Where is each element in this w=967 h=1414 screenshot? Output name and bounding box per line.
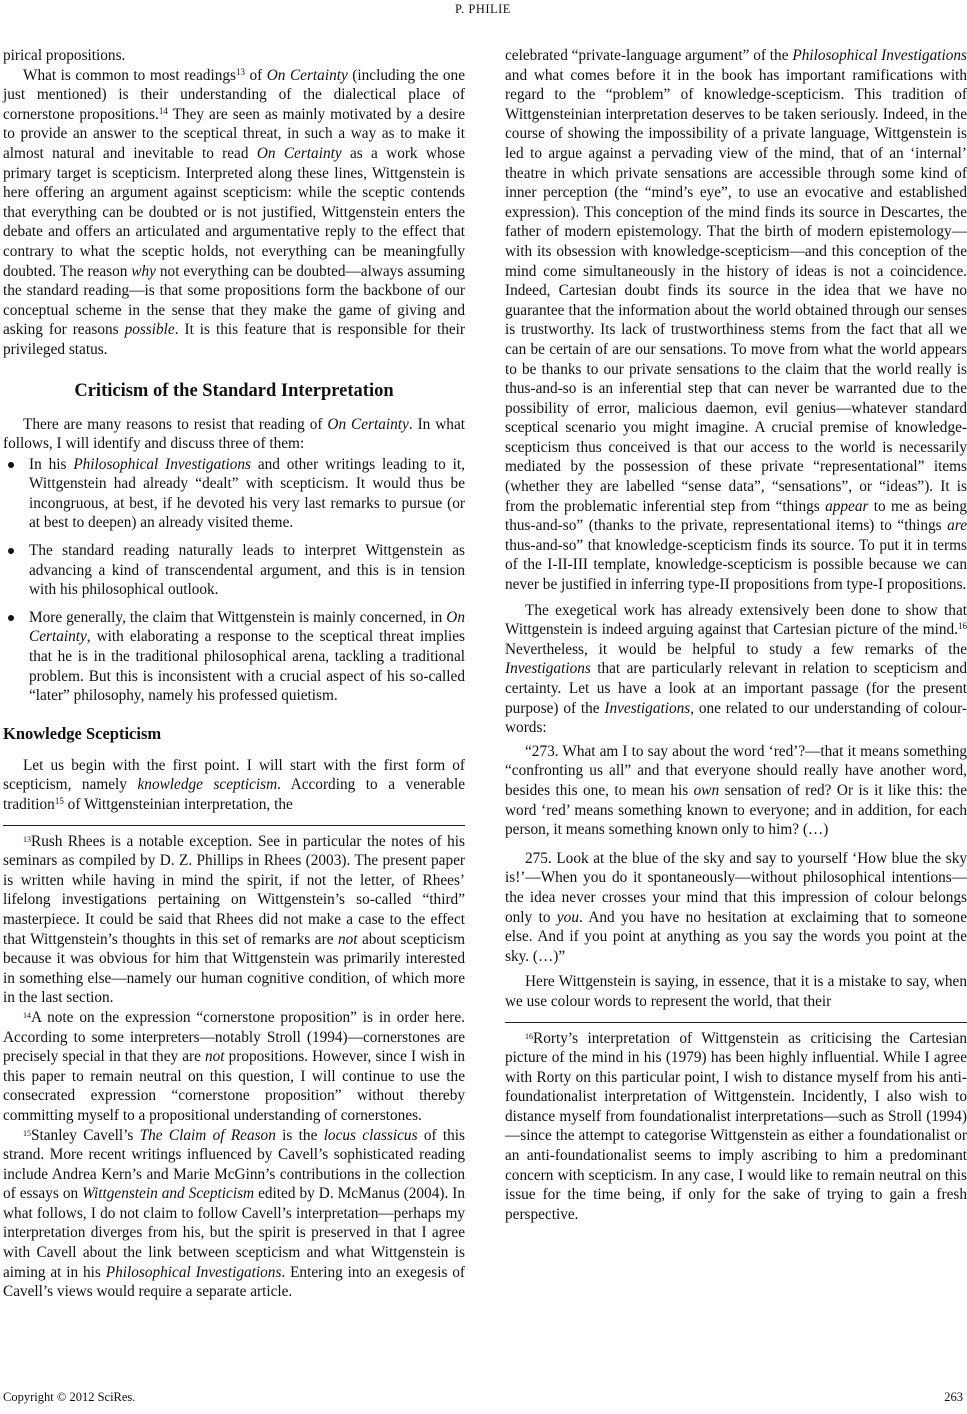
text-span: celebrated “private-language argument” of the <box>505 47 793 64</box>
text-span: Let us begin with the first point. I will start with the first form of scepticism, namely <box>3 756 465 794</box>
text-span: . In what follows, I will identify and discuss three of them: <box>3 415 465 453</box>
emphasis: you <box>556 908 579 926</box>
text-span: of this strand. More recent writings influenced by Cavell’s sophisticated reading include Andrea Kern’s and Marie McGinn’s contributions in the collection of essays on <box>3 1126 465 1203</box>
text-span: Rorty’s interpretation of Wittgenstein as criticising the Cartesian picture of the mind in his (1979) has been highly influential. While I agree with Rorty on this particular point, I wish to distance myself from his anti-foundationalist interpretation of Wittgenstein. Incidently, I also wish to distance myself from foundationalist interpretations—such as Stroll (1994)—since the attempt to categorise Wittgenstein as either a foundationalist or an anti-foundationalist seems to imply ascribing to him a predominant concern with scepticism. In any case, I would like to remain neutral on this issue for the time being, if only for the sake of trying to gain a fresh perspective. <box>505 1029 967 1223</box>
text-span: about scepticism because it was obvious for him that Wittgenstein was primarily interested in something else—namely our human cognitive condition, of which more in the last section. <box>3 930 465 1007</box>
text-span: (including the one just mentioned) is their understanding of the dialectical place of cornerstone propositions. <box>3 66 465 123</box>
text-span: . And you have no hesitation at exclaiming that to someone else. And if you point at anything as you say the words you point at the sky. (…)” <box>505 908 967 965</box>
footnote-ref: 16 <box>958 621 967 632</box>
text-span: The standard reading naturally leads to interpret Wittgenstein as advancing a kind of transcendental argument, and this is in tension with his philosophical outlook. <box>29 542 465 599</box>
paragraph <box>505 972 967 1011</box>
footnote <box>505 1029 967 1225</box>
book-title: The Claim of Reason <box>139 1126 276 1144</box>
text-span: thus-and-so” that knowledge-scepticism finds its source. To put it in terms of the I-II-III template, knowledge-scepticism is possible because we can never be justified in inferring type-II propositions from type-I propositions. <box>505 536 967 594</box>
footnote-ref: 13 <box>235 66 245 77</box>
book-title: Wittgenstein and Scepticism <box>82 1185 255 1203</box>
text-span: They are seen as mainly motivated by a desire to provide an answer to the sceptical threat, in such a way as to make it almost natural and inevitable to read <box>3 105 465 162</box>
footnote-ref: 15 <box>54 796 64 806</box>
text-span: and other writings leading to it, Wittgenstein had already “dealt” with scepticism. It would thus be incongruous, at best, if he devoted his very last remarks to pursue (or at best to deepen) an already visited theme. <box>29 455 465 532</box>
text-span: pirical propositions. <box>3 47 126 64</box>
footnote-number: 16 <box>525 1031 533 1041</box>
list-item <box>3 455 465 533</box>
bullet-icon <box>8 615 14 621</box>
book-title: Philosophical Investigations <box>73 455 251 473</box>
book-title: On Certainty <box>266 66 348 84</box>
emphasis: are <box>947 517 967 535</box>
text-span: , one related to our understanding of colour-words: <box>505 699 967 737</box>
emphasis: own <box>693 781 720 799</box>
footnote <box>3 1126 465 1302</box>
paragraph <box>3 415 465 454</box>
book-title: On Certainty <box>327 415 409 433</box>
text-span: and what comes before it in the book has important ramifications with regard to the “problem” of knowledge-scepticism. This tradition of Wittgensteinian interpretation deserves to be taken seriously. Indeed, in the course of showing the impossibility of a private language, Wittgenstein is led to argue against a pervading view of the mind, that of an ‘internal’ theatre in which private sensations are accessible through some kind of inner perception (the “mind’s eye”, to use an evocative and established expression). This conception of the mind finds its source in Descartes, the father of modern epistemology. That the birth of modern epistemology—with its obsession with knowledge-scepticism—and this conception of the mind come simultaneously in the history of ideas is not a coincidence. Indeed, Cartesian doubt finds its source in the idea that we have no guarantee that the information about the world obtained through our senses is trustworthy. Its lack of trustworthiness stems from the fact that all we can be certain of are our sensations. To move from what the world appears to be thanks to our private sensations to the claim that the world really is thus-and-so is an inferential step that can never be warranted due to the possibility of error, malicious daemon, evil genius—whatever standard sceptical scenario you might imagine. A crucial premise of knowledge-scepticism thus conceived is that our access to the world is necessarily mediated by the possession of these private “representational” items (whether they are labelled “sense data”, “sensations”, or “ideas”). It is from the problematic inferential step from “things <box>505 66 967 515</box>
text-span: More generally, the claim that Wittgenstein is mainly concerned, in <box>29 608 447 626</box>
footnote-number: 14 <box>23 1010 31 1020</box>
book-title: Philosophical Investigations <box>105 1263 282 1281</box>
list-item <box>3 608 465 706</box>
footnote-number: 15 <box>23 1128 31 1138</box>
text-span: Here Wittgenstein is saying, in essence, that it is a mistake to say, when we use colour words to represent the world, that their <box>505 973 967 1010</box>
text-span: as a work whose primary target is scepticism. Interpreted along these lines, Wittgenstein is here offering an argument against scepticism: while the sceptic contends that everything can be doubted or is not justified, Wittgenstein enters the debate and offers an articulated and argumentative reply to the effect that contrary to what the sceptic holds, not everything can be meaningfully doubted. The reason <box>3 144 465 280</box>
emphasis: not <box>204 1048 225 1066</box>
text-span: . Entering into an exegesis of Cavell’s views would require a separate article. <box>3 1263 466 1301</box>
bullet-list <box>3 455 465 706</box>
bullet-icon <box>8 548 14 554</box>
footnote-divider <box>505 1022 967 1023</box>
book-title: Investigations <box>505 660 591 678</box>
page-number: 263 <box>944 1390 963 1404</box>
emphasis: not <box>337 930 358 948</box>
paragraph <box>3 46 465 66</box>
footnote-number: 13 <box>23 834 31 844</box>
footnote-divider <box>3 825 465 826</box>
book-title: Philosophical Investigations <box>792 47 967 64</box>
text-span: that are particularly relevant in relation to scepticism and certainty. Let us have a look at an important passage (for the present purpose) of the <box>505 660 967 717</box>
book-title: On Certainty <box>29 608 465 646</box>
text-span: not everything can be doubted—always assuming the standard reading—is that some propositions form the backbone of our conceptual scheme in the sense that they make the game of giving and asking for reasons <box>3 262 465 339</box>
footnote <box>3 832 465 1008</box>
text-span: edited by D. McManus (2004). In what follows, I do not claim to follow Cavell’s interpretation—perhaps my interpretation diverges from his, but the spirit is preserved in that I agree with Cavell about the link between scepticism and what Wittgenstein is aiming at in his <box>3 1185 466 1281</box>
text-span: There are many reasons to resist that reading of <box>23 415 328 433</box>
text-span: In his <box>29 455 74 473</box>
text-span: Stanley Cavell’s <box>31 1126 140 1144</box>
text-span: The exegetical work has already extensively been done to show that Wittgenstein is indeed arguing against that Cartesian picture of the mind. <box>505 601 967 639</box>
quote-paragraph <box>505 849 967 967</box>
text-span: of <box>244 66 267 84</box>
copyright-footer: Copyright © 2012 SciRes. <box>3 1390 136 1404</box>
emphasis: knowledge scepticism <box>137 776 278 794</box>
text-span: . It is this feature that is responsible for their privileged status. <box>3 321 466 358</box>
book-title: On Certainty <box>256 144 342 162</box>
text-span: A note on the expression “cornerstone proposition” is in order here. According to some interpreters—notably Stroll (1994)—cornerstones are precisely special in that they are <box>3 1008 465 1066</box>
text-span: 275. Look at the blue of the sky and say to yourself ‘How blue the sky is!’—When you do it spontaneously—without philosophical intentions—the idea never crosses your mind that this impression of colour belongs only to <box>505 849 967 926</box>
text-span: Nevertheless, it would be helpful to study a few remarks of the <box>505 640 967 658</box>
text-span: propositions. However, since I wish in this paper to remain neutral on this question, I will continue to use the consecrated expression “cornerstone proposition” without thereby committing myself to a propositional understanding of cornerstones. <box>3 1048 465 1124</box>
list-item <box>3 541 465 600</box>
paragraph <box>505 601 967 738</box>
right-column <box>505 46 967 1224</box>
text-span: . According to a venerable tradition <box>3 776 465 813</box>
footnote <box>3 1008 465 1126</box>
text-span: is the <box>275 1126 324 1144</box>
bullet-icon <box>8 462 14 468</box>
emphasis: possible <box>124 321 175 339</box>
paragraph <box>3 66 465 360</box>
paragraph <box>3 756 465 815</box>
text-span: of Wittgensteinian interpretation, the <box>63 796 293 813</box>
text-span: Rush Rhees is a notable exception. See in particular the notes of his seminars as compiled by D. Z. Phillips in Rhees (2003). The present paper is written while having in mind the spirit, if not the letter, of Rhees’ lifelong investigations pertaining on Wittgenstein’s so-called “third” masterpiece. It could be said that Rhees did not make a case to the effect that Wittgenstein’s thoughts in this set of remarks are <box>3 832 465 948</box>
text-span: What is common to most readings <box>23 66 236 84</box>
text-span: sensation of red? Or is it like this: the word ‘red’ means something known to everyone; and in addition, for each person, it means something known only to him? (…) <box>505 781 967 839</box>
quote-paragraph <box>505 742 967 840</box>
text-span: to me as being thus-and-so” (thanks to the private, representational items) to “things <box>505 497 967 535</box>
text-span: “273. What am I to say about the word ‘red’?—that it means something “confronting us all” and that everyone should really have another word, besides this one, to mean his <box>505 742 967 799</box>
emphasis: appear <box>825 497 869 515</box>
paragraph <box>505 46 967 595</box>
section-heading: Criticism of the Standard Interpretation <box>74 380 394 401</box>
emphasis: locus classicus <box>323 1126 418 1144</box>
emphasis: why <box>131 262 156 280</box>
subsection-heading: Knowledge Scepticism <box>3 723 162 743</box>
footnote-ref: 14 <box>158 105 168 116</box>
text-span: , with elaborating a response to the sceptical threat implies that he is in the traditional philosophical arena, tackling a traditional problem. But this is inconsistent with a crucial aspect of his so-called “later” philosophy, namely his professed quietism. <box>29 628 465 705</box>
running-head: P. PHILIE <box>455 2 511 16</box>
book-title: Investigations <box>604 699 691 717</box>
left-column <box>3 46 465 1302</box>
